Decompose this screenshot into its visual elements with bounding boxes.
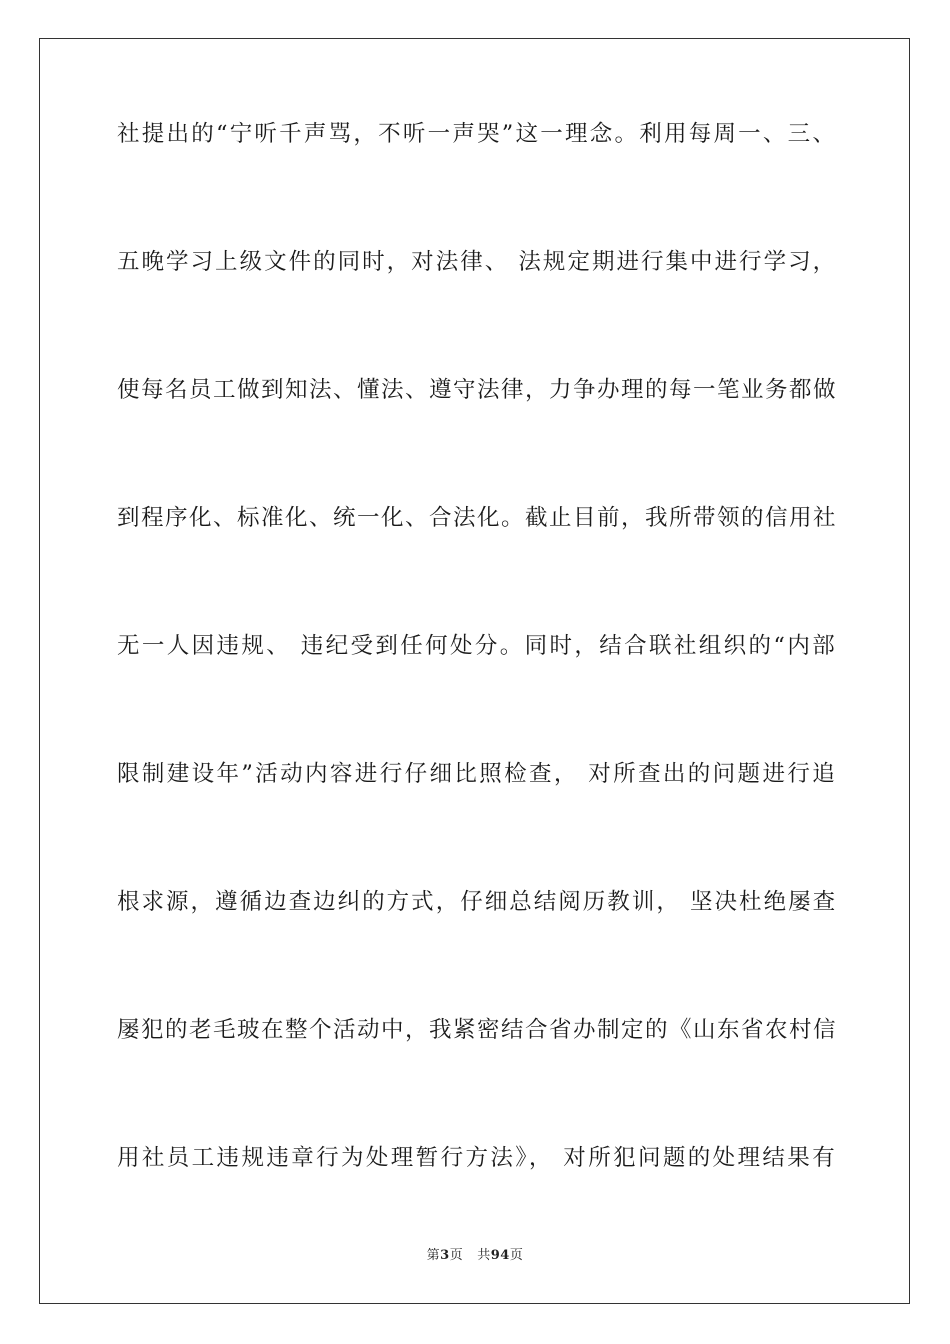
total-prefix: 共 (477, 1248, 491, 1263)
total-pages: 94 (490, 1248, 510, 1263)
page-footer (0, 1244, 950, 1263)
text-line: 社提出的“宁听千声骂，不听一声哭”这一理念。利用每周一、三、 (117, 121, 837, 147)
page-suffix: 页 (449, 1248, 464, 1263)
page-prefix: 第 (426, 1248, 441, 1263)
text-line: 到程序化、标准化、统一化、合法化。截止目前，我所带领的信用社 (117, 505, 838, 531)
text-line: 无一人因违规、 违纪受到任何处分。同时，结合联社组织的“内部 (117, 633, 837, 659)
text-line: 根求源，遵循边查边纠的方式，仔细总结阅历教训， 坚决杜绝屡查 (117, 889, 837, 915)
text-line: 用社员工违规违章行为处理暂行方法》， 对所犯问题的处理结果有 (117, 1145, 837, 1171)
text-line: 限制建设年”活动内容进行仔细比照检查， 对所查出的问题进行追 (117, 761, 837, 787)
text-line: 使每名员工做到知法、懂法、遵守法律，力争办理的每一笔业务都做 (117, 377, 838, 403)
page-number: 3 (440, 1248, 450, 1263)
document-body (117, 112, 837, 1264)
total-suffix: 页 (509, 1248, 524, 1263)
text-line: 五晚学习上级文件的同时，对法律、 法规定期进行集中进行学习， (117, 249, 837, 275)
text-line: 屡犯的老毛玻在整个活动中，我紧密结合省办制定的《山东省农村信 (117, 1017, 838, 1043)
